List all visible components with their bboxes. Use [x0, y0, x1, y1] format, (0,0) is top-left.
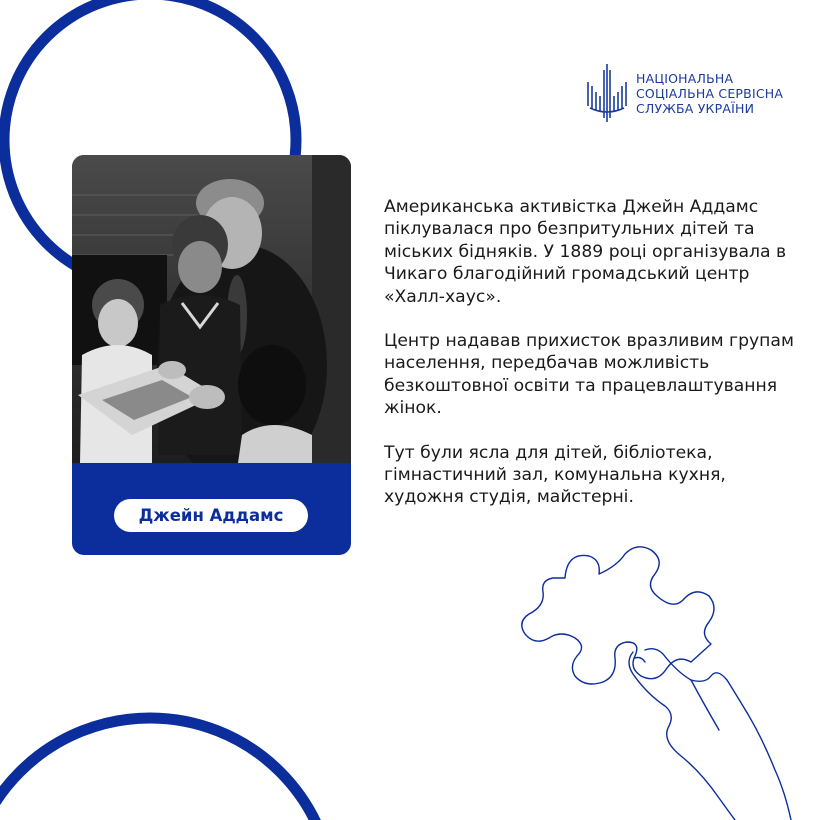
logo-text — [636, 71, 783, 116]
paragraph-2: Центр надавав прихисток вразливим групам населення, передбачав можливість безкоштовної освіти та працевлаштування жінок. — [384, 331, 794, 419]
logo-line-3: СЛУЖБА УКРАЇНИ — [636, 100, 755, 116]
portrait-photo — [72, 155, 351, 463]
paragraph-3: Тут були ясла для дітей, бібліотека, гімнастичний зал, комунальна кухня, художня студія, майстерні. — [384, 442, 726, 508]
person-card — [72, 155, 351, 555]
hand-puzzle-illustration — [505, 530, 805, 820]
paragraph-1: Американська активістка Джейн Аддамс піклувалася про безпритульних дітей та міських бідняків. У 1889 році організувала в Чикаго благодійний громадський центр «Халл-хаус». — [384, 197, 787, 307]
puzzle-piece-icon — [522, 547, 714, 684]
nsss-logo — [586, 62, 783, 124]
bottom-circle-arc — [0, 718, 334, 820]
trident-emblem-icon — [586, 62, 628, 124]
logo-line-1: НАЦІОНАЛЬНА — [636, 70, 734, 86]
logo-line-2: СОЦІАЛЬНА СЕРВІСНА — [636, 85, 784, 101]
description-text — [384, 196, 804, 531]
person-name-badge: Джейн Аддамс — [114, 499, 308, 532]
